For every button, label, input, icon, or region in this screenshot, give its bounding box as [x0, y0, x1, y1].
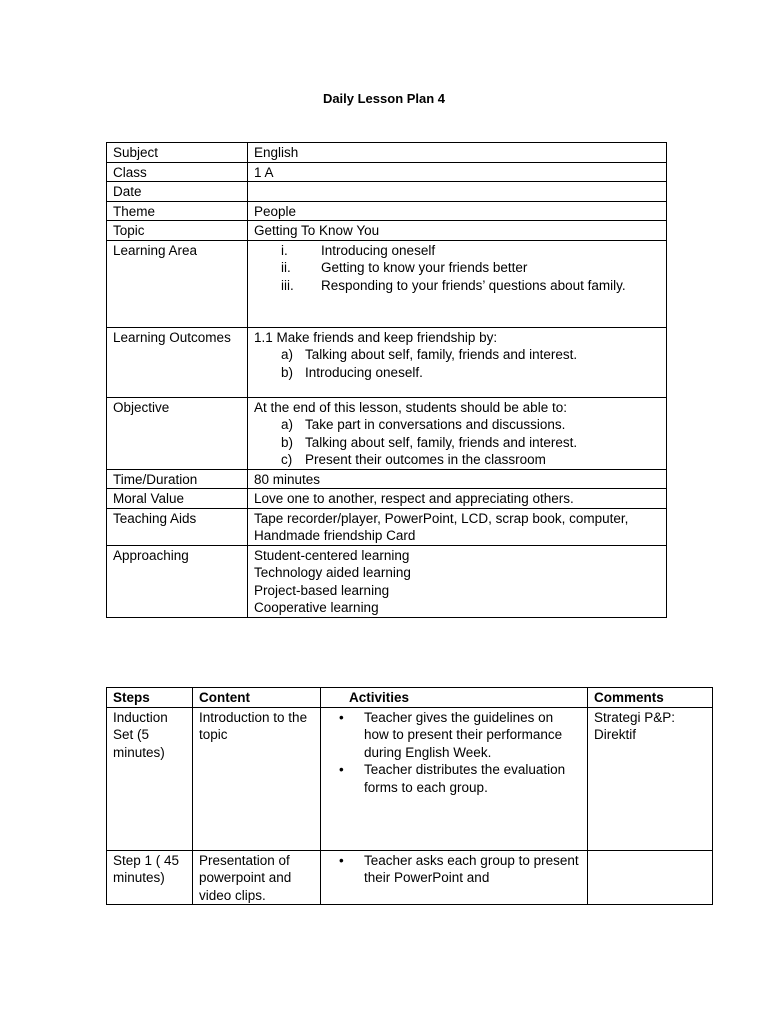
date-label: Date — [107, 182, 248, 202]
list-item: Student-centered learning — [254, 547, 410, 563]
lesson-plan-table — [106, 142, 667, 618]
teaching-aids-label: Teaching Aids — [107, 508, 248, 545]
moral-value-label: Moral Value — [107, 489, 248, 509]
content-cell: Introduction to the topic — [193, 707, 321, 850]
objective-value: At the end of this lesson, students should be able to: a) Take part in conversations and discussions. b) Talking about self, family, friends and interest. c) Present their outcomes in the classroom — [248, 397, 667, 469]
approaching-value — [248, 545, 667, 617]
topic-value: Getting To Know You — [248, 221, 667, 241]
header-steps: Steps — [107, 688, 193, 708]
table-row — [107, 240, 667, 327]
objective-label: Objective — [107, 397, 248, 469]
learning-outcomes-label: Learning Outcomes — [107, 327, 248, 397]
comments-cell — [588, 850, 713, 905]
table-header-row — [107, 688, 713, 708]
activities-cell — [321, 707, 588, 850]
comments-cell: Strategi P&P: Direktif — [588, 707, 713, 850]
list-item: b) Introducing oneself. — [281, 364, 423, 380]
page-title: Daily Lesson Plan 4 — [322, 91, 446, 106]
learning-outcomes-value: 1.1 Make friends and keep friendship by: a) Talking about self, family, friends and interest. b) Introducing oneself. — [248, 327, 667, 397]
table-row — [107, 850, 713, 905]
date-value — [248, 182, 667, 202]
table-row — [107, 182, 667, 202]
list-item: a) Take part in conversations and discussions. — [281, 417, 566, 432]
header-activities: Activities — [321, 688, 588, 708]
list-item: Technology aided learning — [254, 565, 411, 580]
subject-label: Subject — [107, 143, 248, 163]
steps-table — [106, 687, 713, 905]
list-item: • Teacher distributes the evaluation forms to each group. — [339, 762, 566, 795]
header-content: Content — [193, 688, 321, 708]
list-item: i. Introducing oneself — [281, 242, 436, 258]
list-item: c) Present their outcomes in the classroom — [281, 452, 546, 467]
table-row — [107, 397, 667, 469]
time-duration-label: Time/Duration — [107, 469, 248, 489]
table-row — [107, 545, 667, 617]
topic-label: Topic — [107, 221, 248, 241]
theme-value: People — [248, 201, 667, 221]
table-row — [107, 469, 667, 489]
table-row — [107, 489, 667, 509]
teaching-aids-value: Tape recorder/player, PowerPoint, LCD, scrap book, computer, Handmade friendship Card — [248, 508, 667, 545]
theme-label: Theme — [107, 201, 248, 221]
table-row — [107, 327, 667, 397]
table-row — [107, 143, 667, 163]
moral-value-value: Love one to another, respect and appreciating others. — [248, 489, 667, 509]
table-row — [107, 707, 713, 850]
list-item: Cooperative learning — [254, 600, 379, 615]
step-cell: Step 1 ( 45 minutes) — [107, 850, 193, 905]
list-item: ii. Getting to know your friends better — [281, 260, 528, 275]
class-value: 1 A — [248, 162, 667, 182]
list-item: b) Talking about self, family, friends and interest. — [281, 434, 578, 450]
learning-area-value — [248, 240, 667, 327]
list-item: a) Talking about self, family, friends and interest. — [281, 347, 578, 362]
list-item: iii. Responding to your friends’ questions about family. — [281, 277, 626, 293]
table-row — [107, 221, 667, 241]
approaching-label: Approaching — [107, 545, 248, 617]
list-item: • Teacher asks each group to present their PowerPoint and — [339, 852, 579, 885]
list-item: Project-based learning — [254, 582, 390, 598]
time-duration-value: 80 minutes — [248, 469, 667, 489]
learning-area-label: Learning Area — [107, 240, 248, 327]
step-cell: Induction Set (5 minutes) — [107, 707, 193, 850]
list-item: • Teacher gives the guidelines on how to present their performance during English Week. — [339, 709, 563, 760]
class-label: Class — [107, 162, 248, 182]
header-comments: Comments — [588, 688, 713, 708]
table-row — [107, 162, 667, 182]
table-row — [107, 201, 667, 221]
table-row — [107, 508, 667, 545]
content-cell: Presentation of powerpoint and video clips. — [193, 850, 321, 905]
subject-value: English — [248, 143, 667, 163]
activities-cell — [321, 850, 588, 905]
